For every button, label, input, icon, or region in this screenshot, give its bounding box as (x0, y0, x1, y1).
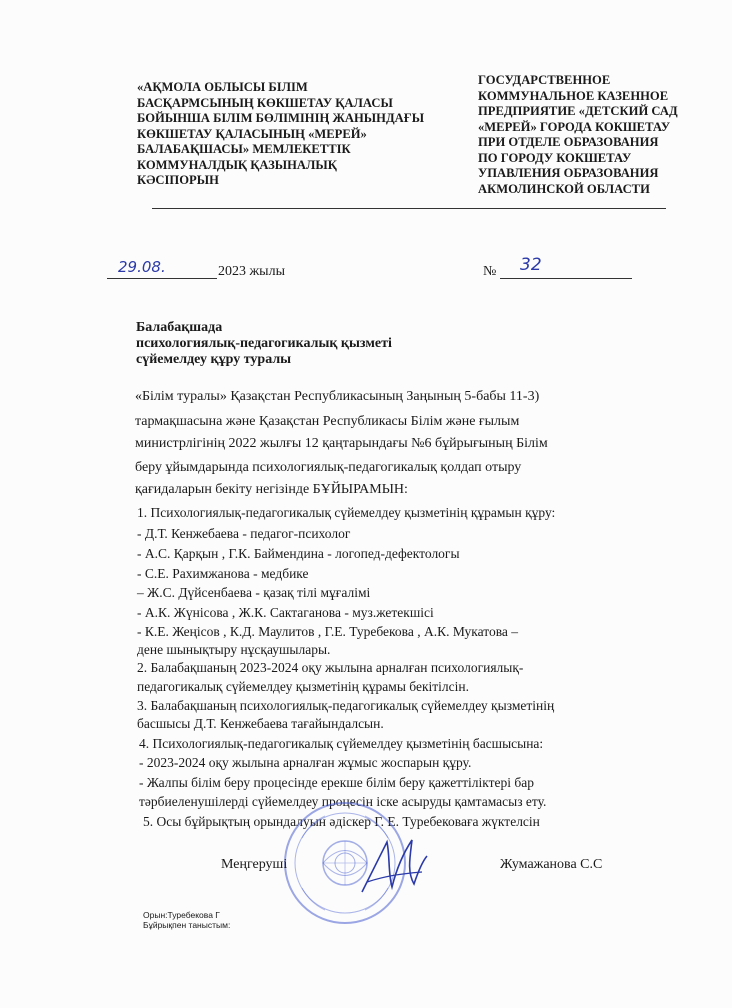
executor-note: Орын:Туребекова Г (143, 910, 220, 920)
order-item: 2. Балабақшаның 2023-2024 оқу жылына арналған психологиялық- (137, 660, 524, 675)
order-item: 3. Балабақшаның психологиялық-педагогикалық сүйемелдеу қызметінің (137, 698, 555, 713)
handwritten-signature (352, 832, 432, 902)
order-item: тәрбиеленушілерді сүйемелдеу процесін іске асыруды қамтамасыз ету. (139, 794, 547, 809)
header-right-russian: ГОСУДАРСТВЕННОЕ КОММУНАЛЬНОЕ КАЗЕННОЕ ПРЕДПРИЯТИЕ «ДЕТСКИЙ САД «МЕРЕЙ» ГОРОДА КОКШЕТАУ ПРИ ОТДЕЛЕ ОБРАЗОВАНИЯ ПО ГОРОДУ КОКШЕТАУ УПАВЛЕНИЯ ОБРАЗОВАНИЯ АКМОЛИНСКОЙ ОБЛАСТИ (478, 73, 678, 196)
handwritten-number: 32 (520, 255, 542, 275)
order-item: - А.С. Қарқын , Г.К. Баймендина - логопед-дефектологы (137, 546, 460, 561)
order-item: 5. Осы бұйрықтың орындалуын әдіскер Г. Е. Туребековаға жүктелсін (143, 814, 540, 829)
order-item: - К.Е. Жеңісов , К.Д. Маулитов , Г.Е. Туребекова , А.К. Мукатова – (137, 624, 519, 639)
signature-name: Жумажанова С.С (500, 857, 603, 872)
preamble-line: тармақшасына және Қазақстан Республикасы Білім және ғылым (135, 414, 520, 429)
preamble-line: қағидаларын бекіту негізінде БҰЙЫРАМЫН: (135, 482, 408, 497)
order-item: дене шынықтыру нұсқаушылары. (137, 642, 331, 657)
date-suffix: 2023 жылы (218, 264, 285, 279)
order-title: Балабақшада психологиялық-педагогикалық қызметі сүйемелдеу құру туралы (136, 320, 392, 367)
order-item: - Жалпы білім беру процесінде ерекше білім беру қажеттіліктері бар (139, 775, 534, 790)
signature-position: Меңгеруші (221, 857, 288, 872)
order-item: 1. Психологиялық-педагогикалық сүйемелдеу қызметінің құрамын құру: (137, 505, 556, 520)
order-item: - Д.Т. Кенжебаева - педагог-психолог (137, 526, 351, 541)
number-label: № (483, 264, 497, 279)
acquainted-note: Бұйрықпен таныстым: (143, 920, 231, 930)
preamble-line: министрлігінің 2022 жылғы 12 қаңтарындағы №6 бұйрығының Білім (135, 436, 548, 451)
preamble-line: беру ұйымдарында психологиялық-педагогикалық қолдап отыру (135, 460, 522, 475)
header-left-kazakh: «АҚМОЛА ОБЛЫСЫ БІЛІМ БАСҚАРМСЫНЫҢ КӨКШЕТАУ ҚАЛАСЫ БОЙЫНША БІЛІМ БӨЛІМІНІҢ ЖАНЫНДАҒЫ КӨКШЕТАУ ҚАЛАСЫНЫҢ «МЕРЕЙ» БАЛАБАҚШАСЫ» МЕМЛЕКЕТТІК КОММУНАЛДЫҚ ҚАЗЫНАЛЫҚ КӘСІПОРЫН (137, 80, 425, 187)
order-item: – Ж.С. Дүйсенбаева - қазақ тілі мұғалімі (137, 585, 371, 600)
order-item: - 2023-2024 оқу жылына арналған жұмыс жоспарын құру. (139, 755, 472, 770)
order-item: басшысы Д.Т. Кенжебаева тағайындалсын. (137, 716, 384, 731)
number-underline (500, 278, 632, 279)
order-item: - С.Е. Рахимжанова - медбике (137, 566, 309, 581)
order-item: - А.К. Жүнісова , Ж.К. Сактаганова - муз.жетекшісі (137, 605, 434, 620)
preamble-line: «Білім туралы» Қазақстан Республикасының Заңының 5-бабы 11-3) (135, 389, 540, 404)
date-underline (107, 278, 217, 279)
order-item: 4. Психологиялық-педагогикалық сүйемелдеу қызметінің басшысына: (139, 736, 544, 751)
handwritten-date: 29.08. (118, 258, 166, 276)
order-item: педагогикалық сүйемелдеу қызметінің құрамы бекітілсін. (137, 679, 469, 694)
header-divider (152, 208, 666, 209)
